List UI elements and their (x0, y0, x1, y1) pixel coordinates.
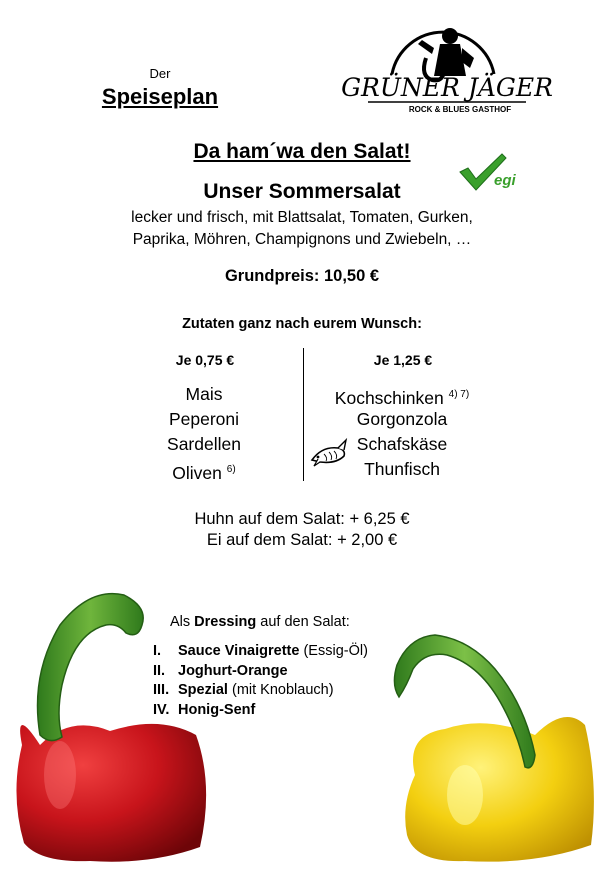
ingredient-name: Oliven (172, 462, 222, 483)
ingredient-item: Schafskäse (356, 434, 448, 454)
dressing-note: (Essig-Öl) (299, 643, 368, 659)
dressing-number: III. (153, 682, 170, 698)
salad-title: Unser Sommersalat (203, 180, 401, 203)
allergen-note: 6) (226, 464, 236, 475)
dressing-name: Joghurt-Orange (178, 662, 288, 679)
dressing-intro-pre: Als (170, 614, 195, 630)
der-label: Der (149, 66, 171, 81)
dressing-number: II. (153, 662, 166, 679)
fish-icon (308, 436, 348, 468)
dressing-intro-bold: Dressing (194, 614, 257, 630)
dressing-name: Honig-Senf (178, 701, 256, 718)
vegi-text: egi (494, 172, 516, 189)
ingredient-name: Kochschinken (334, 387, 444, 408)
dressing-name: Spezial (178, 682, 228, 698)
dressing-number: IV. (153, 701, 170, 718)
ingredient-item: Peperoni (168, 409, 240, 429)
column1-price-header: Je 0,75 € (175, 352, 235, 368)
yellow-pepper-image (385, 625, 602, 866)
salad-description-line1: lecker und frisch, mit Blattsalat, Tomaten, Gurken, (131, 209, 473, 226)
base-price: Grundpreis: 10,50 € (224, 267, 380, 285)
salad-description-line2: Paprika, Möhren, Champignons und Zwiebeln, … (132, 231, 472, 248)
gruener-jaeger-logo (341, 18, 553, 118)
ingredient-item: Gorgonzola (356, 409, 448, 429)
ingredient-item: Mais (185, 384, 223, 404)
dressing-number: I. (153, 643, 162, 659)
extra-egg: Ei auf dem Salat: + 2,00 € (206, 531, 398, 549)
ingredient-item: Sardellen (167, 434, 241, 454)
dressing-intro-post: auf den Salat: (256, 614, 350, 630)
column2-price-header: Je 1,25 € (373, 352, 433, 368)
ingredient-item-oliven (104, 457, 304, 486)
dressing-note: (mit Knoblauch) (227, 682, 334, 698)
ingredient-item: Thunfisch (364, 459, 440, 479)
dressing-name: Sauce Vinaigrette (178, 643, 300, 659)
logo-subtitle-text: ROCK & BLUES GASTHOF (408, 105, 512, 114)
headline: Da ham´wa den Salat! (193, 140, 411, 163)
logo-name-text: GRÜNER JÄGER (341, 73, 553, 102)
extra-chicken: Huhn auf dem Salat: + 6,25 € (194, 510, 410, 528)
allergen-note: 4) 7) (448, 389, 470, 400)
red-pepper-image (0, 585, 220, 866)
speiseplan-title: Speiseplan (101, 84, 219, 109)
ingredients-heading: Zutaten ganz nach eurem Wunsch: (182, 316, 422, 332)
